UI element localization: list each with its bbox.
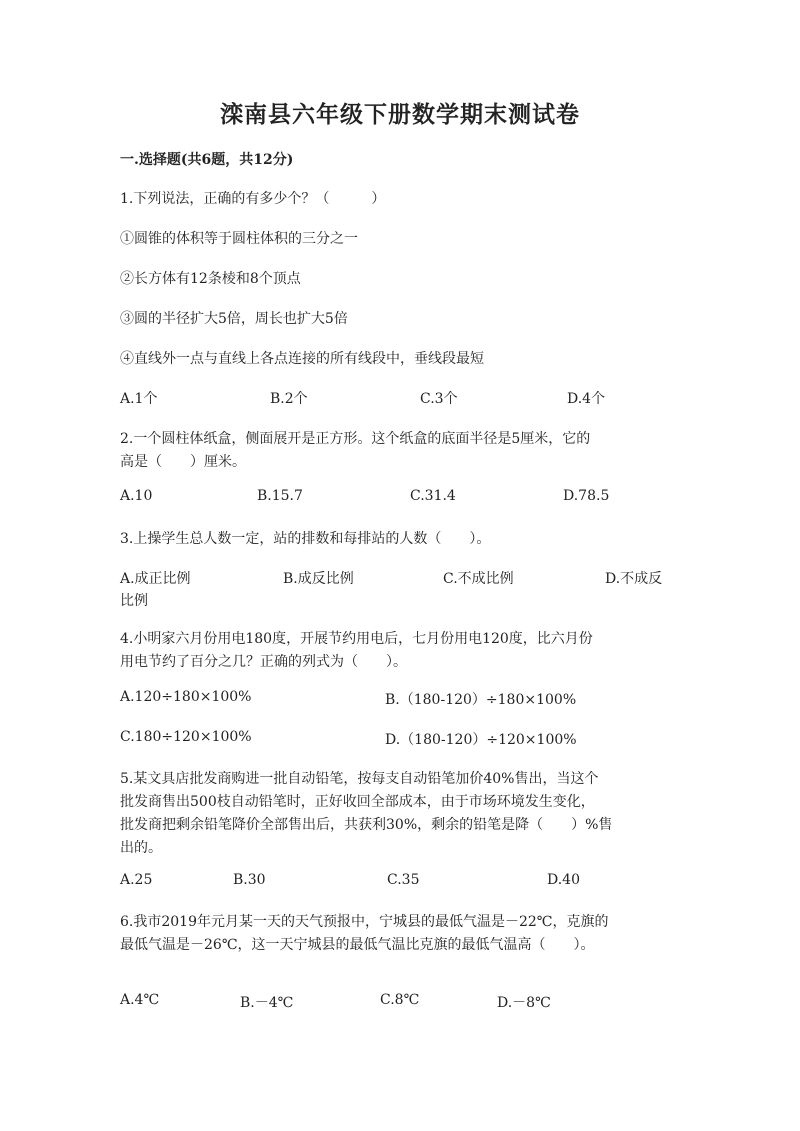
- question-6-option-d: D.－8℃: [497, 995, 551, 1011]
- question-5-option-c: C.35: [387, 872, 420, 888]
- page-title: 滦南县六年级下册数学期末测试卷: [220, 101, 580, 128]
- question-6-stem-line-1: 6.我市2019年元月某一天的天气预报中，宁城县的最低气温是－22℃，克旗的: [120, 914, 609, 930]
- question-2-stem-line-1: 2.一个圆柱体纸盒，侧面展开是正方形。这个纸盒的底面半径是5厘米，它的: [120, 431, 591, 447]
- question-3-option-b: B.成反比例: [283, 571, 354, 587]
- question-4-option-a: A.120÷180×100%: [120, 689, 252, 705]
- question-5-stem-line-1: 5.某文具店批发商购进一批自动铅笔，按每支自动铅笔加价40%售出，当这个: [120, 771, 599, 787]
- question-6-option-a: A.4℃: [120, 992, 160, 1008]
- question-5-stem-line-3: 批发商把剩余铅笔降价全部售出后，共获利30%，剩余的铅笔是降（ ）%售: [120, 817, 613, 833]
- question-2-option-d: D.78.5: [563, 488, 610, 504]
- section-heading: 一.选择题(共6题，共12分): [120, 152, 294, 168]
- question-6-option-b: B.－4℃: [240, 995, 294, 1011]
- question-2-stem-line-2: 高是（ ）厘米。: [120, 454, 246, 470]
- question-2-option-a: A.10: [120, 488, 153, 504]
- question-6-stem-line-2: 最低气温是－26℃，这一天宁城县的最低气温比克旗的最低气温高（ ）。: [120, 937, 595, 953]
- question-1-statement-3: ③圆的半径扩大5倍，周长也扩大5倍: [120, 311, 348, 327]
- question-6-option-c: C.8℃: [380, 992, 420, 1008]
- question-1-statement-4: ④直线外一点与直线上各点连接的所有线段中，垂线段最短: [120, 351, 484, 367]
- question-1-option-d: D.4个: [567, 391, 606, 407]
- question-4-option-b: B.（180-120）÷180×100%: [385, 692, 577, 708]
- question-1-option-c: C.3个: [420, 391, 458, 407]
- question-3-stem: 3.上操学生总人数一定，站的排数和每排站的人数（ ）。: [120, 531, 491, 547]
- question-1-option-a: A.1个: [120, 391, 158, 407]
- question-5-stem-line-2: 批发商售出500枝自动铅笔时，正好收回全部成本，由于市场环境发生变化，: [120, 794, 595, 810]
- question-5-option-a: A.25: [120, 872, 153, 888]
- question-3-option-d-wrap: 比例: [120, 593, 148, 609]
- question-1-stem: 1.下列说法，正确的有多少个？（ ）: [120, 191, 386, 207]
- question-4-stem-line-1: 4.小明家六月份用电180度，开展节约用电后，七月份用电120度，比六月份: [120, 631, 593, 647]
- question-4-stem-line-2: 用电节约了百分之几？正确的列式为（ ）。: [120, 654, 407, 670]
- question-1-option-b: B.2个: [270, 391, 308, 407]
- question-3-option-d: D.不成反: [605, 571, 663, 587]
- question-5-option-b: B.30: [233, 872, 266, 888]
- question-3-option-c: C.不成比例: [443, 571, 514, 587]
- question-2-option-b: B.15.7: [257, 488, 303, 504]
- question-1-statement-2: ②长方体有12条棱和8个顶点: [120, 271, 301, 287]
- question-4-option-d: D.（180-120）÷120×100%: [385, 732, 577, 748]
- question-2-option-c: C.31.4: [410, 488, 456, 504]
- question-1-statement-1: ①圆锥的体积等于圆柱体积的三分之一: [120, 231, 358, 247]
- question-3-option-a: A.成正比例: [120, 571, 191, 587]
- question-5-stem-line-4: 出的。: [120, 840, 162, 856]
- question-5-option-d: D.40: [547, 872, 580, 888]
- question-4-option-c: C.180÷120×100%: [120, 729, 252, 745]
